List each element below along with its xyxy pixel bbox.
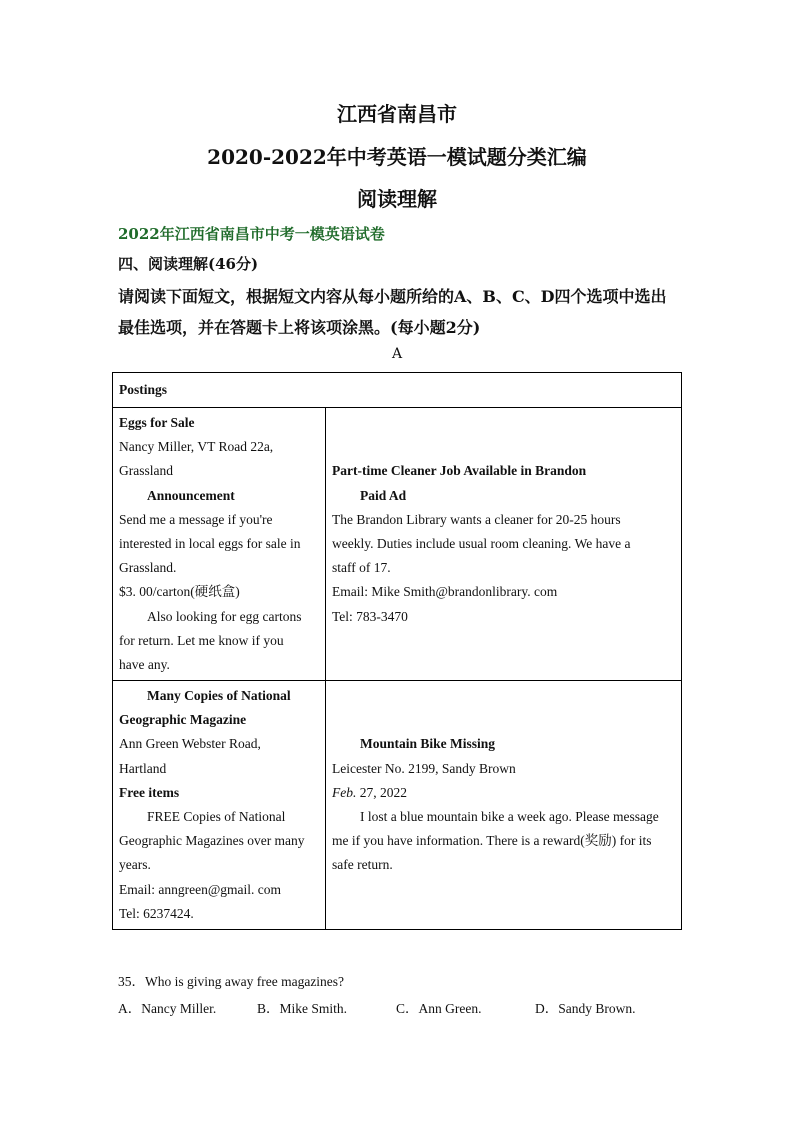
magazine-email: Email: anngreen@gmail. com <box>119 881 282 897</box>
bike-line: I lost a blue mountain bike a week ago. Please message <box>360 809 659 824</box>
bike-cell <box>326 681 682 930</box>
eggs-line: interested in local eggs for sale in <box>119 535 301 551</box>
eggs-line: for return. Let me know if you <box>119 632 284 648</box>
magazine-title: Geographic Magazine <box>119 712 247 728</box>
cleaner-tel: Tel: 783-3470 <box>332 608 408 624</box>
passage-label: A <box>391 346 403 362</box>
magazine-title: Many Copies of National <box>147 688 291 704</box>
cleaner-title: Part-time Cleaner Job Available in Brandon <box>332 463 587 479</box>
magazine-line: FREE Copies of National <box>147 809 286 824</box>
magazine-cell <box>113 681 326 930</box>
bike-date-month: Feb. <box>332 784 357 800</box>
cleaner-line: staff of 17. <box>332 560 391 576</box>
postings-header-cell <box>113 373 682 408</box>
postings-header: Postings <box>119 382 168 397</box>
bike-line: Leicester No. 2199, Sandy Brown <box>332 760 516 776</box>
eggs-line: Also looking for egg cartons <box>147 608 302 624</box>
eggs-line: Grassland. <box>119 560 177 576</box>
page-title-main: 2020-2022年中考英语一模试题分类汇编 <box>207 145 587 169</box>
exam-title: 2022年江西省南昌市中考一模英语试卷 <box>118 225 385 243</box>
eggs-announcement: Announcement <box>147 487 235 503</box>
eggs-line: have any. <box>119 656 170 672</box>
bike-line: safe return. <box>332 857 393 873</box>
magazine-line: Hartland <box>119 760 167 776</box>
eggs-price: $3. 00/carton(硬纸盒) <box>119 584 240 600</box>
bike-date-day: 27, 2022 <box>356 784 407 800</box>
option-b: B．Mike Smith. <box>257 1001 348 1016</box>
bike-line: me if you have information. There is a reward(奖励) for its <box>332 833 652 849</box>
magazine-line: Geographic Magazines over many <box>119 833 305 849</box>
magazine-free-items: Free items <box>119 784 180 800</box>
postings-table <box>112 372 682 930</box>
option-a: A．Nancy Miller. <box>118 1001 217 1016</box>
magazine-line: years. <box>119 857 151 873</box>
option-d: D．Sandy Brown. <box>535 1001 636 1016</box>
instruction-line-1: 请阅读下面短文，根据短文内容从每小题所给的A、B、C、D四个选项中选出 <box>118 287 667 306</box>
eggs-title: Eggs for Sale <box>119 415 195 430</box>
eggs-cell <box>113 408 326 681</box>
part-heading: 四、阅读理解(46分) <box>118 255 259 273</box>
question-stem: 35．Who is giving away free magazines? <box>118 974 345 989</box>
cleaner-cell <box>326 408 682 681</box>
cleaner-email: Email: Mike Smith@brandonlibrary. com <box>332 584 558 600</box>
bike-title: Mountain Bike Missing <box>360 736 496 752</box>
cleaner-line: The Brandon Library wants a cleaner for 20-25 hours <box>332 511 621 527</box>
eggs-line: Send me a message if you're <box>119 511 273 527</box>
instruction-line-2: 最佳选项，并在答题卡上将该项涂黑。(每小题2分) <box>118 318 481 337</box>
option-c: C．Ann Green. <box>396 1001 482 1016</box>
cleaner-line: weekly. Duties include usual room cleaning. We have a <box>332 535 631 551</box>
page-title-city: 江西省南昌市 <box>337 102 457 126</box>
page-title-topic: 阅读理解 <box>357 187 437 211</box>
eggs-line: Grassland <box>119 463 173 479</box>
magazine-line: Ann Green Webster Road, <box>119 736 261 752</box>
cleaner-paid-ad: Paid Ad <box>360 487 407 503</box>
eggs-line: Nancy Miller, VT Road 22a, <box>119 439 274 455</box>
bike-date <box>332 781 675 805</box>
magazine-tel: Tel: 6237424. <box>119 905 194 921</box>
